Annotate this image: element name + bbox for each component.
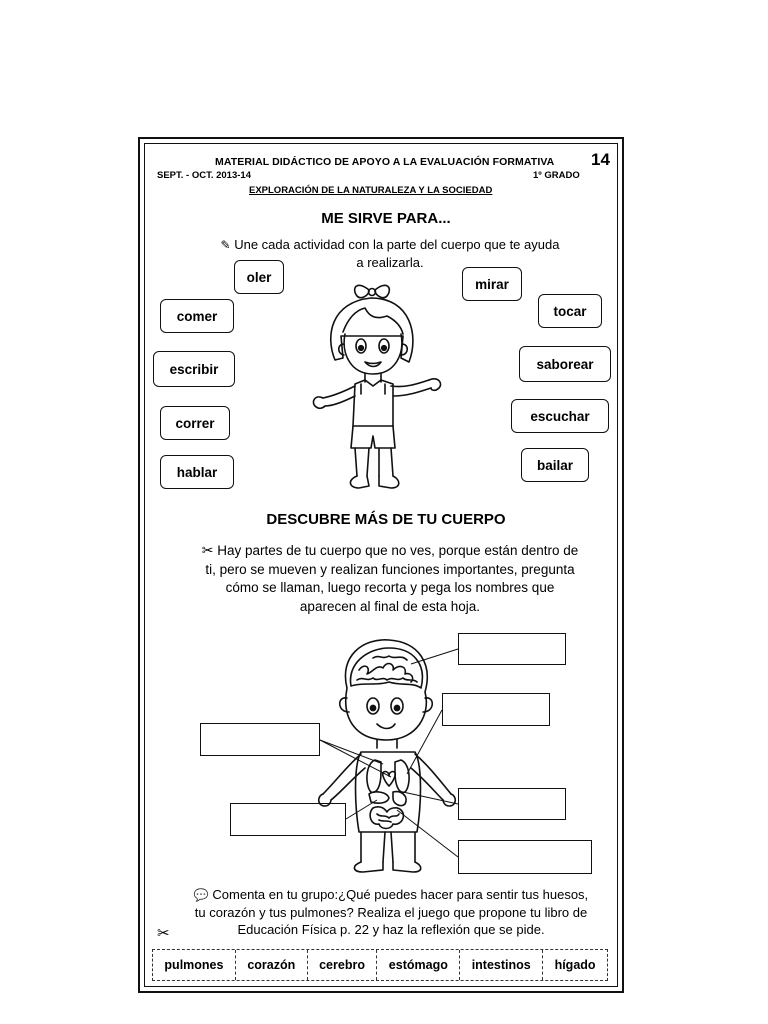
word-saborear[interactable]: saborear [519, 346, 611, 382]
header-date: SEPT. - OCT. 2013-14 [157, 170, 251, 181]
word-escribir[interactable]: escribir [153, 351, 235, 387]
cutout-strip [152, 949, 608, 981]
page-number: 14 [591, 150, 610, 169]
section1-instruction-line2: a realizarla. [356, 255, 424, 270]
cutout-higado[interactable]: hígado [554, 958, 596, 972]
pencil-icon: ✎ [220, 238, 231, 252]
word-escuchar[interactable]: escuchar [511, 399, 609, 433]
section2-instruction-line4: aparecen al final de esta hoja. [299, 598, 481, 614]
word-bailar[interactable]: bailar [521, 448, 589, 482]
comment-line3: Educación Física p. 22 y haz la reflexión que se pide. [237, 922, 545, 937]
header-title: MATERIAL DIDÁCTICO DE APOYO A LA EVALUACIÓN FORMATIVA [215, 156, 555, 168]
cutout-estomago[interactable]: estómago [377, 950, 460, 980]
section1-instruction-line1: Une cada actividad con la parte del cuerpo que te ayuda [234, 237, 560, 252]
header-subject: EXPLORACIÓN DE LA NATURALEZA Y LA SOCIEDAD [249, 185, 493, 196]
comment-line2: tu corazón y tus pulmones? Realiza el juego que propone tu libro de [194, 905, 588, 920]
word-hablar[interactable]: hablar [160, 455, 234, 489]
speech-bubble-icon: 💬 [193, 888, 209, 902]
word-oler[interactable]: oler [234, 260, 284, 294]
word-comer[interactable]: comer [160, 299, 234, 333]
comment-instruction [159, 886, 623, 938]
section2-instruction-line3: cómo se llaman, luego recorta y pega los nombres que [225, 580, 555, 595]
worksheet [138, 137, 624, 993]
cutout-corazon[interactable]: corazón [236, 950, 308, 980]
section2-instruction-line2: ti, pero se mueven y realizan funciones importantes, pregunta [205, 561, 575, 577]
organ-connector-lines [145, 144, 627, 996]
section2-instruction-line1: Hay partes de tu cuerpo que no ves, porque están dentro de [217, 543, 579, 558]
section1-title: ME SIRVE PARA... [321, 210, 451, 227]
section2-title: DESCUBRE MÁS DE TU CUERPO [266, 511, 506, 528]
comment-line1: Comenta en tu grupo:¿Qué puedes hacer para sentir tus huesos, [212, 887, 589, 902]
word-tocar[interactable]: tocar [538, 294, 602, 328]
scissors-icon: ✂ [201, 542, 214, 558]
word-correr[interactable]: correr [160, 406, 230, 440]
scissors-icon: ✂ [157, 925, 170, 942]
cutout-pulmones[interactable]: pulmones [153, 950, 236, 980]
cutout-cerebro[interactable]: cerebro [308, 950, 378, 980]
word-mirar[interactable]: mirar [462, 267, 522, 301]
worksheet-inner-border [144, 143, 618, 987]
header-grade: 1º GRADO [533, 170, 580, 181]
cutout-intestinos[interactable]: intestinos [460, 950, 543, 980]
